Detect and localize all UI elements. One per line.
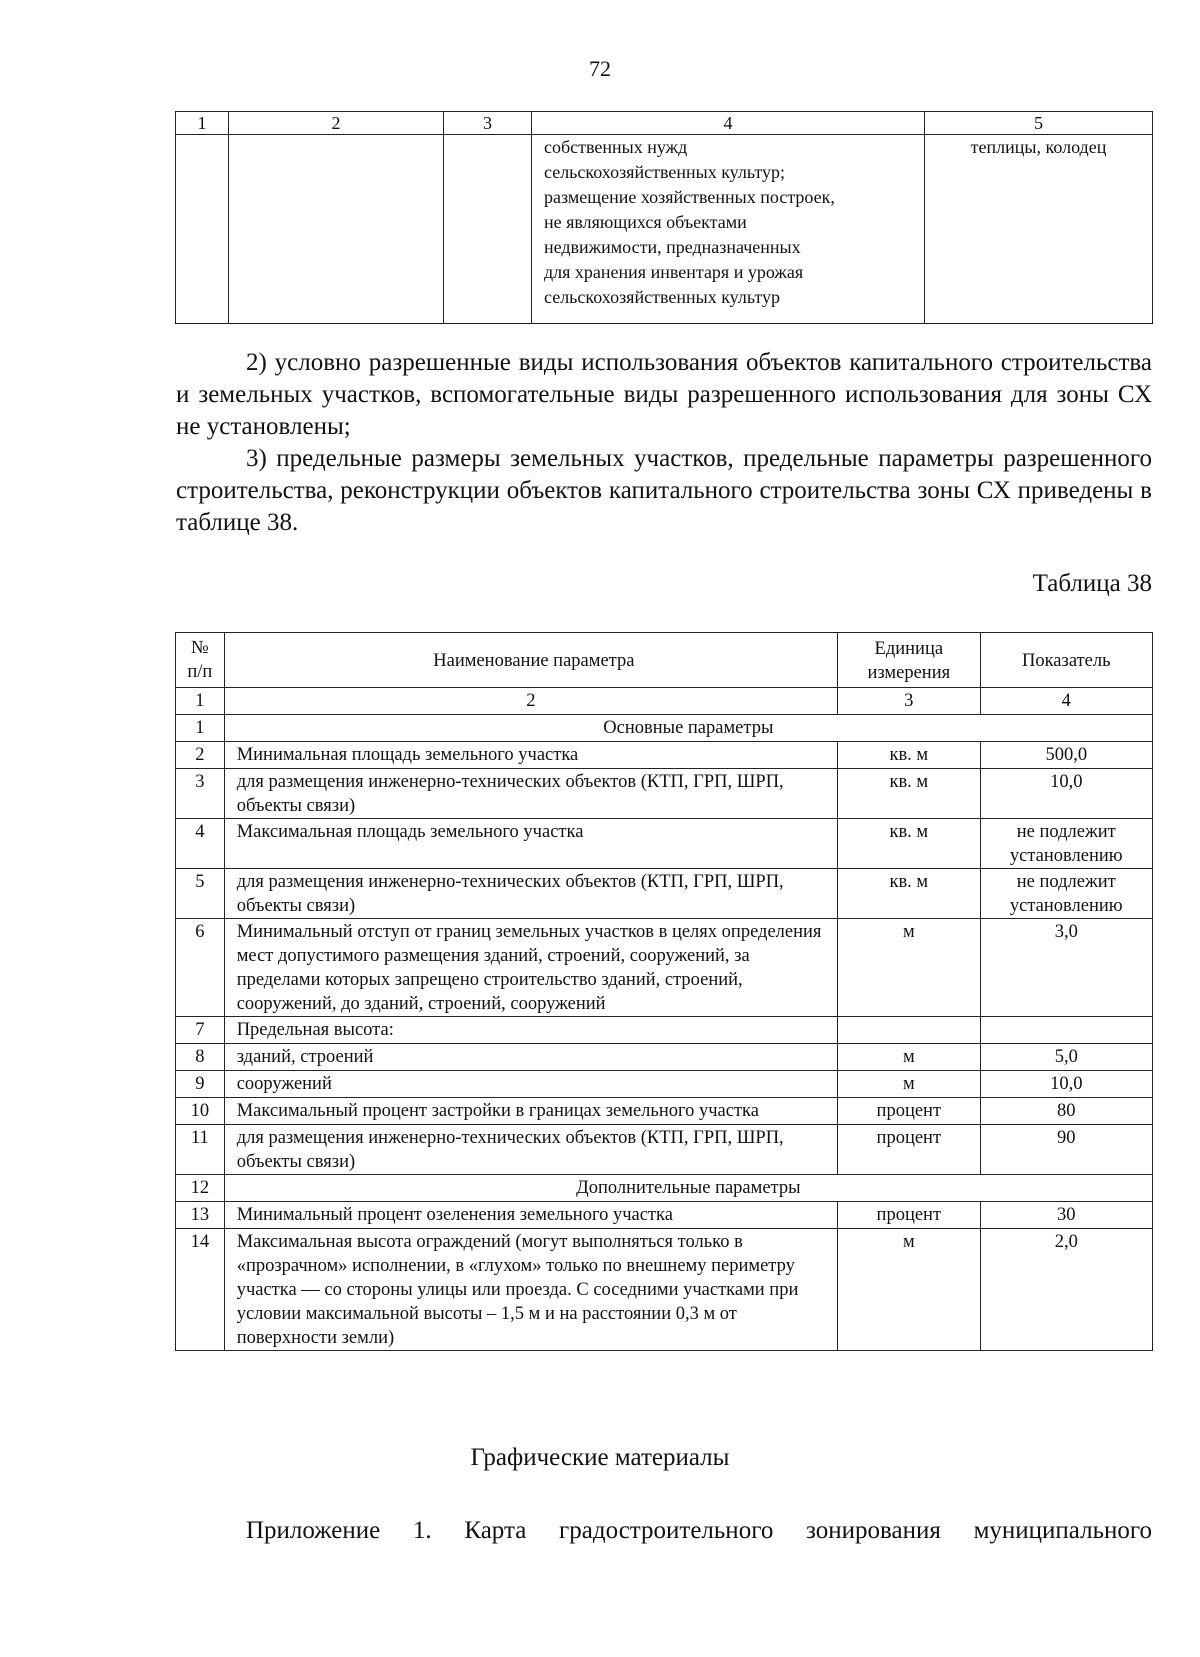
parameter-unit: процент xyxy=(838,1202,980,1229)
parameter-unit: м xyxy=(838,1229,980,1351)
row-number: 3 xyxy=(176,769,225,819)
parameter-name: Максимальная высота ограждений (могут выполняться только в «прозрачном» исполнении, в «глухом» только по внешнему периметру участка — со стороны улицы или проезда. С соседними участками при условии максимальной высоты – 1,5 м и на расстоянии 0,3 м от поверхности земли) xyxy=(224,1229,837,1351)
page-number: 72 xyxy=(589,56,611,81)
parameter-name: Минимальный процент озеленения земельного участка xyxy=(224,1202,837,1229)
table-row xyxy=(176,919,1153,1017)
section-row xyxy=(176,715,1153,742)
paragraph-limit-parameters: 3) предельные размеры земельных участков, предельные параметры разрешенного строительства, реконструкции объектов капитального строительства зоны СХ приведены в таблице 38. xyxy=(176,445,1152,536)
table-header-row xyxy=(176,633,1153,688)
parameter-value xyxy=(980,1017,1152,1044)
header-num-line: № xyxy=(191,638,209,658)
column-number: 2 xyxy=(224,688,837,715)
table-row xyxy=(176,1044,1153,1071)
table-cell xyxy=(176,135,229,324)
header-unit-line: измерения xyxy=(867,662,951,683)
column-number: 3 xyxy=(838,688,980,715)
parameter-unit: кв. м xyxy=(838,819,980,869)
parameters-table-body xyxy=(176,715,1153,1351)
header-cell: 5 xyxy=(925,112,1153,135)
row-number: 9 xyxy=(176,1071,225,1098)
parameter-value: 500,0 xyxy=(980,742,1152,769)
parameters-table xyxy=(175,632,1153,1351)
header-name: Наименование параметра xyxy=(224,633,837,688)
header-unit-line: Единица xyxy=(874,638,944,659)
table-row xyxy=(176,769,1153,819)
parameter-unit: кв. м xyxy=(838,769,980,819)
parameter-name: Максимальная площадь земельного участка xyxy=(224,819,837,869)
parameter-value: 10,0 xyxy=(980,1071,1152,1098)
header-cell: 1 xyxy=(176,112,229,135)
parameter-value: 30 xyxy=(980,1202,1152,1229)
parameter-value: 2,0 xyxy=(980,1229,1152,1351)
parameter-unit: процент xyxy=(838,1125,980,1175)
appendix-reference: Приложение 1. Карта градостроительного зонирования муниципального xyxy=(246,1517,1152,1544)
cell-line: для хранения инвентаря и урожая xyxy=(544,262,804,282)
row-number: 8 xyxy=(176,1044,225,1071)
row-number: 5 xyxy=(176,869,225,919)
table-row xyxy=(176,819,1153,869)
row-number: 7 xyxy=(176,1017,225,1044)
header-num-line: п/п xyxy=(187,662,213,682)
header-value: Показатель xyxy=(980,633,1152,688)
row-number: 13 xyxy=(176,1202,225,1229)
paragraph-conditional-uses: 2) условно разрешенные виды использования объектов капитального строительства и земельных участков, вспомогательные виды разрешенного использования для зоны СХ не установлены; xyxy=(176,349,1152,440)
parameter-unit xyxy=(838,1017,980,1044)
row-number: 6 xyxy=(176,919,225,1017)
table-cell xyxy=(532,135,925,324)
header-num xyxy=(176,633,225,688)
row-number: 4 xyxy=(176,819,225,869)
table-caption: Таблица 38 xyxy=(1032,570,1152,597)
table-row xyxy=(176,1017,1153,1044)
continuation-table xyxy=(175,111,1153,324)
header-cell: 2 xyxy=(229,112,444,135)
parameter-name: зданий, строений xyxy=(224,1044,837,1071)
parameter-name: для размещения инженерно-технических объектов (КТП, ГРП, ШРП, объекты связи) xyxy=(224,869,837,919)
cell-line: не являющихся объектами xyxy=(544,212,747,232)
table-cell xyxy=(229,135,444,324)
cell-line: сельскохозяйственных культур xyxy=(544,287,781,307)
parameter-name: Минимальный отступ от границ земельных участков в целях определения мест допустимого размещения зданий, строений, сооружений, за пределами которых запрещено строительство зданий, строений, сооружений, до зданий, строений, сооружений xyxy=(224,919,837,1017)
parameter-unit: м xyxy=(838,1071,980,1098)
graphic-materials-heading: Графические материалы xyxy=(470,1444,730,1471)
parameter-name: Максимальный процент застройки в границах земельного участка xyxy=(224,1098,837,1125)
parameter-unit: кв. м xyxy=(838,869,980,919)
row-number: 1 xyxy=(176,715,225,742)
header-cell: 4 xyxy=(532,112,925,135)
cell-line: недвижимости, предназначенных xyxy=(544,237,801,257)
table-row xyxy=(176,1071,1153,1098)
table-row xyxy=(176,742,1153,769)
table-row xyxy=(176,1229,1153,1351)
parameter-name: для размещения инженерно-технических объектов (КТП, ГРП, ШРП, объекты связи) xyxy=(224,769,837,819)
table-cell xyxy=(444,135,532,324)
parameter-name: сооружений xyxy=(224,1071,837,1098)
parameter-unit: процент xyxy=(838,1098,980,1125)
parameter-value: не подлежит установлению xyxy=(980,819,1152,869)
row-number: 2 xyxy=(176,742,225,769)
section-title: Дополнительные параметры xyxy=(224,1175,1152,1202)
column-number-row xyxy=(176,688,1153,715)
cell-line: размещение хозяйственных построек, xyxy=(544,187,835,207)
parameter-name: Предельная высота: xyxy=(224,1017,837,1044)
table-row xyxy=(176,1125,1153,1175)
section-title: Основные параметры xyxy=(224,715,1152,742)
row-number: 10 xyxy=(176,1098,225,1125)
section-row xyxy=(176,1175,1153,1202)
header-cell: 3 xyxy=(444,112,532,135)
column-number: 4 xyxy=(980,688,1152,715)
parameter-value: 80 xyxy=(980,1098,1152,1125)
parameter-unit: м xyxy=(838,1044,980,1071)
table-row xyxy=(176,1202,1153,1229)
row-number: 14 xyxy=(176,1229,225,1351)
parameter-name: для размещения инженерно-технических объектов (КТП, ГРП, ШРП, объекты связи) xyxy=(224,1125,837,1175)
parameter-value: не подлежит установлению xyxy=(980,869,1152,919)
cell-line: собственных нужд xyxy=(544,137,688,157)
parameter-value: 5,0 xyxy=(980,1044,1152,1071)
continuation-table-header xyxy=(176,112,1153,135)
parameter-value: 90 xyxy=(980,1125,1152,1175)
row-number: 11 xyxy=(176,1125,225,1175)
table-row xyxy=(176,135,1153,324)
table-cell: теплицы, колодец xyxy=(925,135,1153,324)
header-unit xyxy=(838,633,980,688)
row-number: 12 xyxy=(176,1175,225,1202)
parameter-unit: м xyxy=(838,919,980,1017)
parameter-value: 3,0 xyxy=(980,919,1152,1017)
table-row xyxy=(176,869,1153,919)
cell-line: сельскохозяйственных культур; xyxy=(544,162,786,182)
column-number: 1 xyxy=(176,688,225,715)
table-row xyxy=(176,1098,1153,1125)
parameter-value: 10,0 xyxy=(980,769,1152,819)
parameter-name: Минимальная площадь земельного участка xyxy=(224,742,837,769)
parameter-unit: кв. м xyxy=(838,742,980,769)
